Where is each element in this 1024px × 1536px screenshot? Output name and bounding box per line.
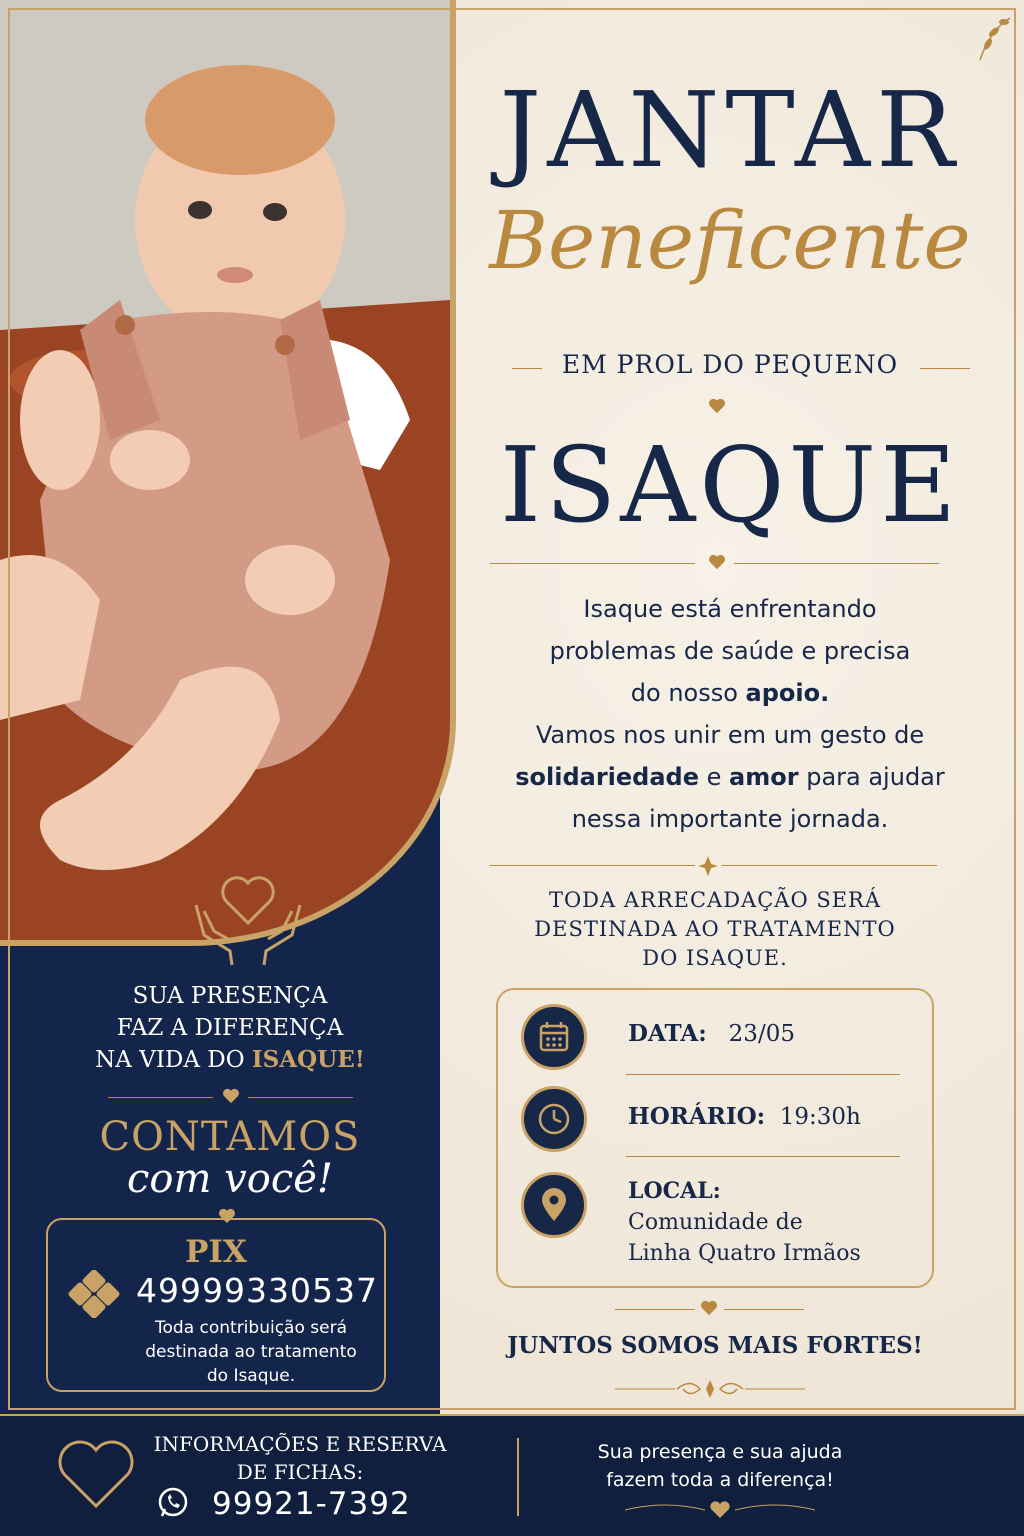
pix-label: PIX (185, 1234, 247, 1270)
info-text (150, 1430, 450, 1486)
divider (512, 368, 542, 369)
pix-note (106, 1316, 396, 1388)
com-voce-text: com você! (127, 1156, 333, 1202)
place-line: Comunidade de (628, 1210, 803, 1235)
place-block (628, 1176, 861, 1269)
arrecadacao (470, 886, 960, 973)
desc-text: e (699, 763, 730, 791)
date-value: 23/05 (728, 1021, 795, 1047)
desc-bold: amor (729, 763, 799, 791)
presence-text-pre: NA VIDA DO (95, 1047, 252, 1073)
subtitle-script: Beneficente (489, 194, 971, 287)
prol-text: EM PROL DO PEQUENO (561, 350, 899, 379)
desc-bold: apoio. (745, 679, 830, 707)
desc-text: para ajudar (798, 763, 945, 791)
time-value: 19:30h (779, 1104, 861, 1130)
info-line: DE FICHAS: (236, 1460, 364, 1484)
divider (722, 865, 937, 866)
location-pin-icon (521, 1172, 587, 1238)
place-label: LOCAL: (628, 1178, 721, 1204)
footer-divider (517, 1438, 519, 1516)
divider (734, 563, 939, 564)
heart-icon (708, 398, 726, 414)
pix-note-line: destinada ao tratamento (145, 1342, 357, 1362)
arrecadacao-line: DO ISAQUE. (642, 946, 788, 970)
divider (615, 1309, 695, 1310)
divider (626, 1074, 900, 1075)
desc-line (470, 756, 990, 798)
scroll-ornament-icon (615, 1378, 805, 1400)
heart-outline-icon (56, 1438, 136, 1510)
divider (920, 368, 970, 369)
divider (490, 865, 695, 866)
divider (248, 1097, 353, 1098)
title: JANTAR (499, 69, 961, 191)
corner-ornament-icon (950, 10, 1016, 76)
presence-line (40, 1044, 420, 1076)
presence-line: FAZ A DIFERENÇA (116, 1015, 344, 1041)
place-line: Linha Quatro Irmãos (628, 1241, 861, 1266)
divider (626, 1156, 900, 1157)
pix-key: 49999330537 (136, 1271, 378, 1310)
divider (108, 1097, 213, 1098)
presence-text (40, 980, 420, 1076)
pix-note-line: Toda contribuição será (155, 1318, 347, 1338)
arrecadacao-line: DESTINADA AO TRATAMENTO (534, 917, 896, 941)
diamond-ornament-icon (698, 856, 718, 876)
desc-line: Isaque está enfrentando (583, 595, 877, 623)
baby-photo (0, 0, 450, 940)
desc-line (470, 672, 990, 714)
pix-icon (62, 1270, 126, 1318)
hands-heart-icon (190, 865, 306, 969)
presence-name: ISAQUE! (251, 1046, 365, 1073)
contamos-text: CONTAMOS (99, 1114, 361, 1160)
thanks-text (560, 1438, 880, 1494)
heart-ornament-icon (625, 1500, 815, 1520)
desc-line: problemas de saúde e precisa (549, 637, 911, 665)
desc-text: do nosso (630, 679, 746, 707)
thanks-line: Sua presença e sua ajuda (597, 1441, 843, 1463)
pix-note-line: do Isaque. (206, 1366, 296, 1386)
divider (724, 1309, 804, 1310)
slogan: JUNTOS SOMOS MAIS FORTES! (507, 1332, 923, 1359)
date-label: DATA: (628, 1020, 707, 1047)
arrecadacao-line: TODA ARRECADAÇÃO SERÁ (548, 888, 882, 912)
date-row (628, 1018, 795, 1050)
presence-line: SUA PRESENÇA (132, 983, 328, 1009)
heart-icon (222, 1088, 240, 1104)
heart-icon (708, 554, 726, 570)
time-label: HORÁRIO: (628, 1103, 766, 1130)
desc-line: nessa importante jornada. (571, 805, 889, 833)
description (470, 588, 990, 840)
phone-number[interactable]: 99921-7392 (212, 1486, 411, 1522)
info-line: INFORMAÇÕES E RESERVA (153, 1432, 447, 1456)
divider (490, 563, 695, 564)
desc-line: Vamos nos unir em um gesto de (535, 721, 925, 749)
whatsapp-icon (156, 1486, 190, 1520)
child-name: ISAQUE (499, 424, 961, 546)
time-row (628, 1101, 861, 1133)
heart-icon (700, 1300, 718, 1316)
clock-icon (521, 1086, 587, 1152)
desc-bold: solidariedade (515, 763, 700, 791)
footer (0, 1414, 1024, 1536)
thanks-line: fazem toda a diferença! (606, 1469, 834, 1491)
calendar-icon (521, 1004, 587, 1070)
